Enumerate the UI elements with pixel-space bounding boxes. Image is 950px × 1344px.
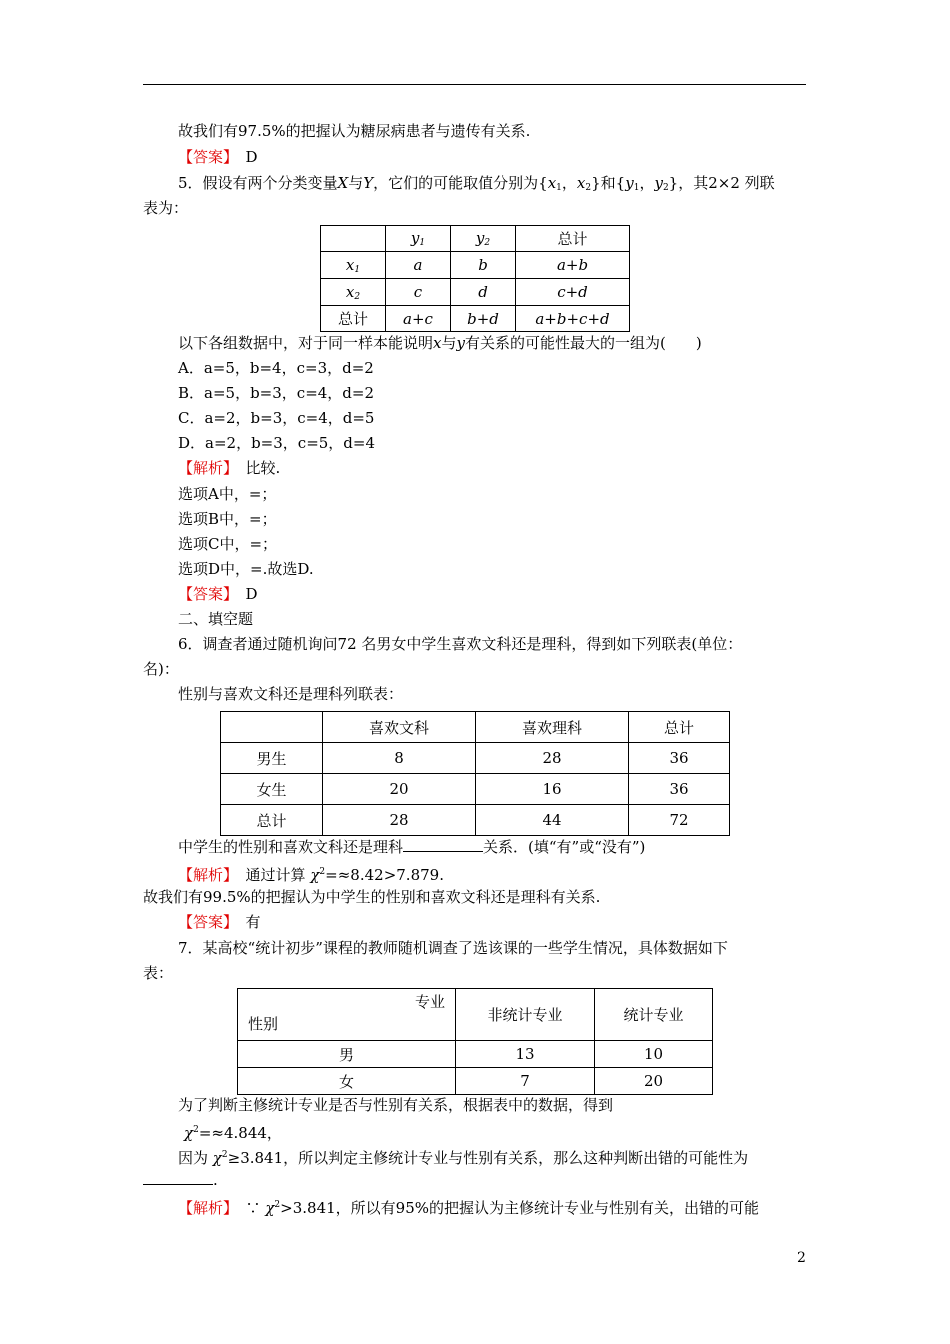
table-cell: a <box>386 252 451 279</box>
table-row <box>321 226 630 252</box>
text-span: =≈4.844， <box>198 1124 282 1142</box>
table-q6 <box>220 711 730 836</box>
analysis-line <box>178 458 280 478</box>
text-span: ， <box>561 174 577 192</box>
var-x2: x <box>576 174 586 192</box>
text-line: 表： <box>143 964 174 982</box>
text-span: >3.841，所以有95%的把握认为主修统计专业与性别有关，出错的可能 <box>280 1199 760 1217</box>
table-cell: 20 <box>595 1068 713 1095</box>
option-a: A．a=5，b=4，c=3，d=2 <box>178 359 374 377</box>
text-line: 故我们有97.5%的把握认为糖尿病患者与遗传有关系. <box>178 122 531 140</box>
text-line: 选项D中，=.故选D. <box>178 560 314 578</box>
table-cell: c <box>386 279 451 306</box>
var-x: x <box>433 334 442 352</box>
question-5-line: 5．假设有两个分类变量X与Y，它们的可能取值分别为{$x_1$，$x_2$}和{$y_1$，$y_2$}，其2×2 列联 <box>178 174 775 193</box>
table-row <box>238 1041 713 1068</box>
chi-symbol: χ <box>265 1199 275 1217</box>
table-row <box>321 279 630 306</box>
text-span: 以下各组数据中，对于同一样本能说明 <box>178 334 434 352</box>
table-caption: 性别与喜欢文科还是理科列联表： <box>178 685 404 703</box>
var-y1: y <box>625 174 634 192</box>
blank-field <box>403 837 483 852</box>
var-y2: y <box>654 174 663 192</box>
corner-top-label: 专业 <box>414 993 445 1011</box>
answer-line <box>178 584 258 604</box>
table-cell: b <box>451 252 516 279</box>
fill-blank-line <box>143 1170 218 1190</box>
table-cell: d <box>451 279 516 306</box>
option-d: D．a=2，b=3，c=5，d=4 <box>178 434 376 452</box>
text-line: 选项C中，=； <box>178 535 278 553</box>
table-cell: a+c <box>386 306 451 332</box>
table-cell: 总计 <box>221 805 323 836</box>
analysis-line: 【解析】 通过计算 $\chi^2=\approx 8.42>7.879$. <box>178 866 444 884</box>
table-q5 <box>320 225 630 332</box>
table-cell: 总计 <box>629 712 730 743</box>
table-cell: b+d <box>451 306 516 332</box>
table-cell: 72 <box>629 805 730 836</box>
text-span: . <box>213 1171 218 1189</box>
table-cell: $y_1$ <box>386 226 451 252</box>
formula-line: $\chi^2=\approx 4.844$， <box>184 1124 282 1142</box>
text-span: ≥3.841，所以判定主修统计专业与性别有关系，那么这种判断出错的可能性为 <box>227 1149 749 1167</box>
table-cell: 男 <box>238 1041 456 1068</box>
text-line: 名)： <box>143 660 179 678</box>
table-row <box>221 805 730 836</box>
header-rule <box>143 84 806 85</box>
text-span: 5．假设有两个分类变量 <box>178 174 338 192</box>
text-span: }和{ <box>591 174 626 192</box>
text-span: ， <box>639 174 655 192</box>
table-cell: $x_2$ <box>321 279 386 306</box>
table-cell: 28 <box>476 743 629 774</box>
table-cell <box>221 712 323 743</box>
answer-tag: 【答案】 <box>178 585 231 603</box>
table-cell: 20 <box>323 774 476 805</box>
text-span: }，其2×2 列联 <box>668 174 775 192</box>
analysis-tag: 【解析】 <box>178 866 231 884</box>
analysis-tag: 【解析】 <box>178 459 231 477</box>
text-line: 为了判断主修统计专业是否与性别有关系，根据表中的数据，得到 <box>178 1096 614 1114</box>
question-7-line: 7．某高校“统计初步”课程的教师随机调查了选该课的一些学生情况，具体数据如下 <box>178 939 728 957</box>
text-span: 关系．(填“有”或“没有”) <box>483 838 646 856</box>
table-cell: 36 <box>629 774 730 805</box>
table-corner-cell <box>238 989 456 1041</box>
answer-value: D <box>245 148 258 166</box>
table-row <box>221 712 730 743</box>
answer-value: 有 <box>245 913 261 931</box>
section-heading: 二、填空题 <box>178 610 254 628</box>
var-x1: x <box>547 174 557 192</box>
table-row <box>238 1068 713 1095</box>
option-c: C．a=2，b=3，c=4，d=5 <box>178 409 375 427</box>
table-cell: 44 <box>476 805 629 836</box>
chi-symbol: χ <box>184 1124 194 1142</box>
table-cell: a+b+c+d <box>516 306 630 332</box>
cell-var: x <box>345 282 355 301</box>
text-span: =≈8.42>7.879. <box>325 866 444 884</box>
table-cell <box>321 226 386 252</box>
fill-blank-line <box>178 837 645 857</box>
answer-tag: 【答案】 <box>178 913 231 931</box>
analysis-line: 【解析】 ∵ $\chi^2>3.841$，所以有95%的把握认为主修统计专业与性别有关，出错的可能 <box>178 1199 760 1217</box>
text-line: 选项B中，=； <box>178 510 277 528</box>
cell-var: y <box>475 229 485 247</box>
cell-var: x <box>345 255 355 274</box>
text-span: 因为 <box>178 1149 209 1167</box>
var-X: X <box>337 174 349 192</box>
table-cell: 36 <box>629 743 730 774</box>
table-q7 <box>237 988 713 1095</box>
analysis-tag: 【解析】 <box>178 1199 231 1217</box>
table-row <box>321 306 630 332</box>
text-span: 与 <box>348 174 364 192</box>
question-6-line: 6．调查者通过随机询问72 名男女中学生喜欢文科还是理科，得到如下列联表(单位： <box>178 635 743 653</box>
text-span: ，它们的可能取值分别为{ <box>373 174 548 192</box>
text-span: 通过计算 <box>245 866 306 884</box>
option-b: B．a=5，b=3，c=4，d=2 <box>178 384 375 402</box>
table-cell: 女 <box>238 1068 456 1095</box>
blank-field <box>143 1170 213 1185</box>
text-span: 中学生的性别和喜欢文科还是理科 <box>178 838 404 856</box>
table-cell: 女生 <box>221 774 323 805</box>
table-cell: 28 <box>323 805 476 836</box>
table-cell: 男生 <box>221 743 323 774</box>
table-cell: $x_1$ <box>321 252 386 279</box>
table-cell: 10 <box>595 1041 713 1068</box>
table-cell: 13 <box>456 1041 595 1068</box>
table-cell: 总计 <box>321 306 386 332</box>
answer-tag: 【答案】 <box>178 148 231 166</box>
cell-var: y <box>410 229 420 247</box>
table-row <box>238 989 713 1041</box>
table-cell: c+d <box>516 279 630 306</box>
answer-value: D <box>245 585 258 603</box>
question-5-stem <box>178 333 702 353</box>
table-cell: a+b <box>516 252 630 279</box>
table-cell: 喜欢理科 <box>476 712 629 743</box>
text-span: ∵ <box>245 1199 261 1217</box>
answer-line <box>178 912 261 932</box>
table-cell: 统计专业 <box>595 989 713 1041</box>
table-cell: 8 <box>323 743 476 774</box>
chi-symbol: χ <box>310 866 320 884</box>
var-y: y <box>456 334 465 352</box>
var-Y: Y <box>363 174 374 192</box>
answer-line <box>178 147 258 167</box>
table-cell: 总计 <box>516 226 630 252</box>
text-line: 因为 $\chi^2\ge 3.841$，所以判定主修统计专业与性别有关系，那么这种判断出错的可能性为 <box>178 1149 749 1167</box>
table-cell: 非统计专业 <box>456 989 595 1041</box>
table-row <box>221 743 730 774</box>
table-row <box>321 252 630 279</box>
table-cell: 16 <box>476 774 629 805</box>
text-span: 有关系的可能性最大的一组为( ) <box>464 334 702 352</box>
table-cell: 喜欢文科 <box>323 712 476 743</box>
page-number: 2 <box>797 1250 806 1266</box>
analysis-text: 比较. <box>245 459 281 477</box>
chi-symbol: χ <box>212 1149 222 1167</box>
text-line: 表为： <box>143 199 189 217</box>
table-cell: $y_2$ <box>451 226 516 252</box>
corner-bottom-label: 性别 <box>248 1015 279 1033</box>
text-line: 选项A中，=； <box>178 485 277 503</box>
text-span: 与 <box>441 334 457 352</box>
text-line: 故我们有99.5%的把握认为中学生的性别和喜欢文科还是理科有关系. <box>143 888 601 906</box>
table-cell: 7 <box>456 1068 595 1095</box>
table-row <box>221 774 730 805</box>
